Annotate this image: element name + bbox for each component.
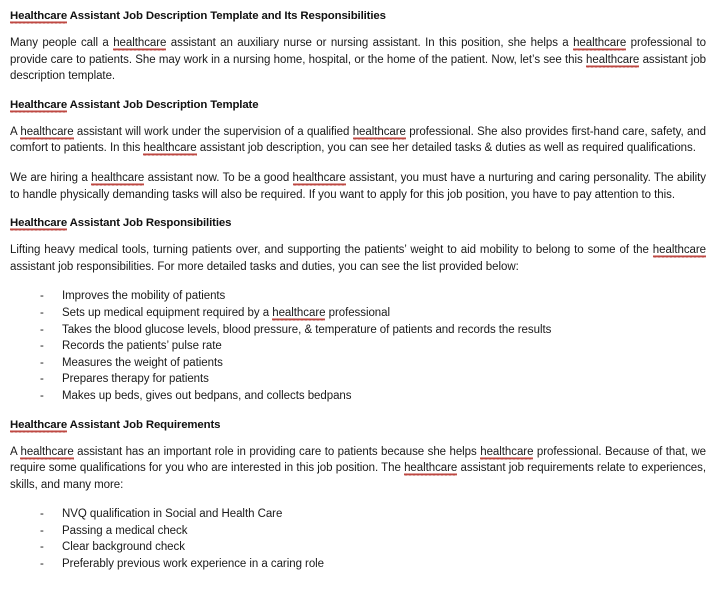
intro-text-4: assistant job description template. [10, 53, 707, 83]
misspelled-word: Healthcare [10, 217, 68, 230]
list-item-label: Improves the mobility of patients [62, 290, 226, 303]
list-item-label: Records the patients’ pulse rate [62, 340, 222, 353]
requirements-text-4: assistant job requirements relate to experiences, skills, and many more: [10, 462, 706, 491]
misspelled-word: healthcare [292, 171, 346, 184]
list-item-label: Preferably previous work experience in a caring role [62, 558, 325, 571]
template-paragraph-1 [10, 124, 706, 157]
heading-job-description-template [10, 98, 706, 113]
template-p2-text-3: assistant, you must have a nurturing and caring personality. The ability to handle physically demanding tasks will also be required. If you want to apply for this job position, you have to pay attention to this. [10, 171, 706, 201]
requirements-text-1: A [10, 445, 21, 458]
document-title-rest: Assistant Job Description Template and Its Responsibilities [67, 10, 386, 22]
bullet-dash-icon: - [40, 524, 44, 537]
list-item-label: Passing a medical check [62, 524, 188, 537]
responsibilities-list [10, 288, 706, 404]
template-p1-text-2: assistant will work under the supervision of a qualified [73, 125, 353, 138]
template-paragraph-2 [10, 170, 706, 203]
list-item [10, 322, 706, 339]
misspelled-word: healthcare [272, 306, 326, 319]
misspelled-word: healthcare [586, 53, 640, 66]
bullet-dash-icon: - [40, 558, 44, 571]
bullet-dash-icon: - [40, 290, 44, 303]
list-item [10, 305, 706, 322]
misspelled-word: healthcare [573, 37, 627, 49]
list-item-label: Measures the weight of patients [62, 356, 223, 369]
list-item-label-suffix: professional [325, 306, 391, 319]
misspelled-word: healthcare [20, 445, 74, 458]
intro-text-2: assistant an auxiliary nurse or nursing assistant. In this position, she helps a [166, 37, 574, 49]
list-item-label: Takes the blood glucose levels, blood pressure, & temperature of patients and records the results [62, 323, 552, 336]
responsibilities-paragraph [10, 242, 706, 275]
bullet-dash-icon: - [40, 389, 44, 402]
requirements-list [10, 506, 706, 572]
requirements-paragraph [10, 444, 706, 494]
intro-paragraph [10, 35, 706, 85]
misspelled-word: healthcare [480, 445, 534, 458]
misspelled-word: healthcare [652, 244, 706, 257]
bullet-dash-icon: - [40, 323, 44, 336]
list-item-label: NVQ qualification in Social and Health Care [62, 508, 283, 521]
list-item [10, 556, 706, 573]
misspelled-word: healthcare [352, 125, 406, 138]
misspelled-word: Healthcare [10, 98, 68, 111]
bullet-dash-icon: - [40, 508, 44, 521]
requirements-text-3: professional. Because of that, we require some qualifications for you who are interested in this job position. The [10, 445, 706, 475]
template-p1-text-3: professional. She also provides first-hand care, safety, and comfort to patients. In this [10, 125, 706, 155]
list-item [10, 506, 706, 523]
bullet-dash-icon: - [40, 306, 44, 319]
bullet-dash-icon: - [40, 541, 44, 554]
heading-text: Assistant Job Description Template [67, 98, 259, 111]
misspelled-word: healthcare [91, 171, 145, 184]
bullet-dash-icon: - [40, 373, 44, 386]
list-item [10, 539, 706, 556]
misspelled-word: healthcare [143, 142, 197, 155]
responsibilities-text-1: Lifting heavy medical tools, turning patients over, and supporting the patients’ weight to aid mobility to belong to some of the [10, 244, 653, 257]
template-p2-text-1: We are hiring a [10, 171, 92, 184]
template-p1-text-4: assistant job description, you can see her detailed tasks & duties as well as required qualifications. [196, 142, 696, 155]
list-item-label-prefix: Sets up medical equipment required by a [62, 306, 273, 319]
misspelled-word: Healthcare [10, 10, 68, 22]
list-item [10, 338, 706, 355]
list-item-label: Prepares therapy for patients [62, 373, 209, 386]
misspelled-word: healthcare [404, 462, 458, 475]
misspelled-word: healthcare [113, 37, 167, 49]
heading-text: Assistant Job Responsibilities [67, 217, 232, 230]
list-item [10, 523, 706, 540]
heading-job-responsibilities [10, 216, 706, 231]
intro-text-3: professional to provide care to patients. She may work in a nursing home, hospital, or the home of the patient. Now, let’s see this [10, 37, 706, 66]
requirements-text-2: assistant has an important role in providing care to patients because she helps [73, 445, 481, 458]
list-item-label: Clear background check [62, 541, 185, 554]
template-p2-text-2: assistant now. To be a good [144, 171, 293, 184]
bullet-dash-icon: - [40, 356, 44, 369]
document-title [10, 9, 706, 24]
template-p1-text-1: A [10, 125, 21, 138]
heading-text: Assistant Job Requirements [67, 418, 221, 431]
list-item-label: Makes up beds, gives out bedpans, and collects bedpans [62, 389, 352, 402]
list-item [10, 388, 706, 405]
intro-text-1: Many people call a [10, 37, 114, 49]
misspelled-word: Healthcare [10, 418, 68, 431]
responsibilities-text-2: assistant job responsibilities. For more detailed tasks and duties, you can see the list provided below: [10, 260, 519, 273]
misspelled-word: healthcare [20, 125, 74, 138]
list-item [10, 288, 706, 305]
list-item [10, 355, 706, 372]
heading-job-requirements [10, 418, 706, 433]
bullet-dash-icon: - [40, 340, 44, 353]
list-item [10, 371, 706, 388]
